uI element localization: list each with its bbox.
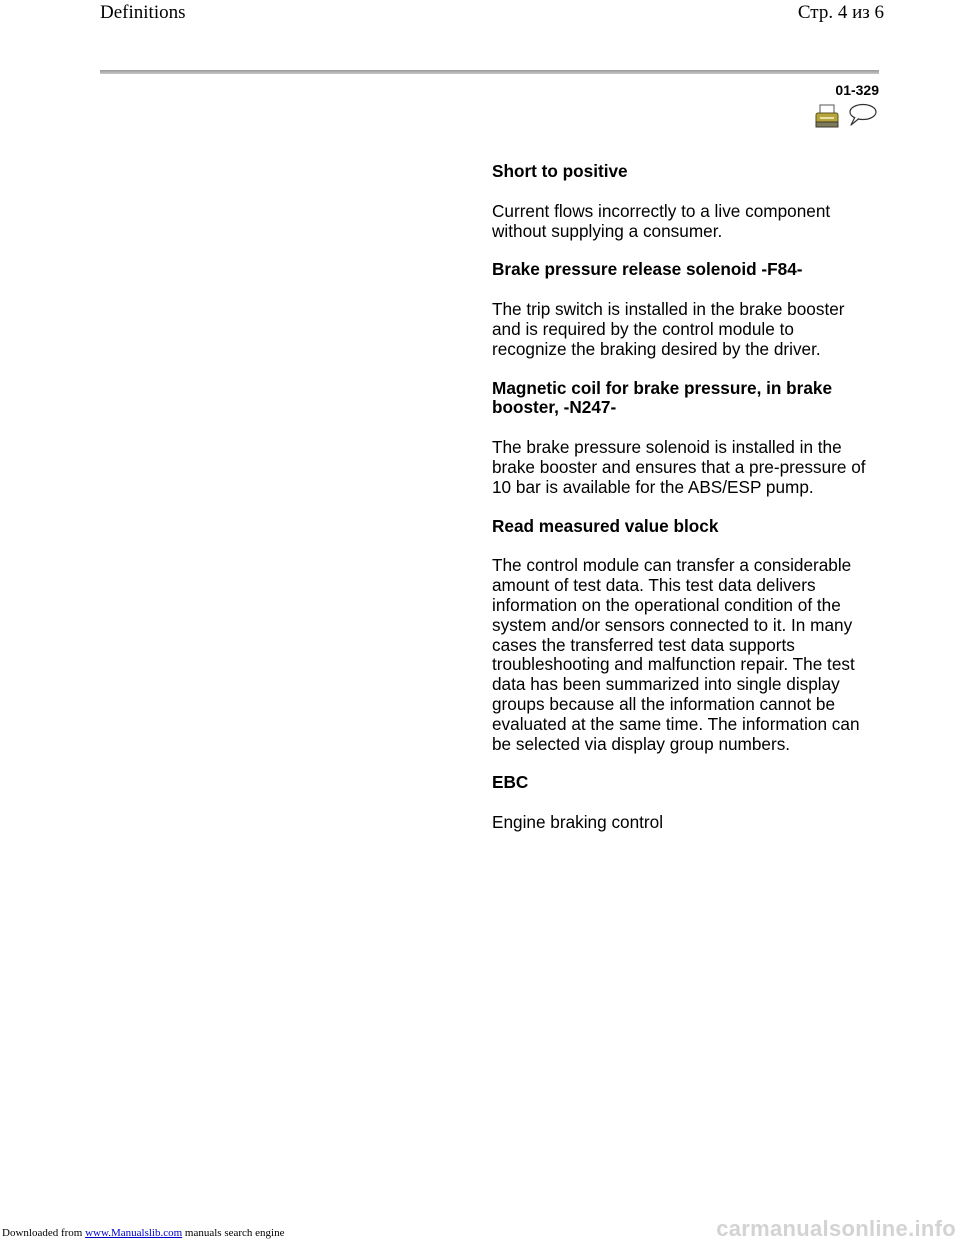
toolbar-icons <box>814 103 880 131</box>
definition-text: Engine braking control <box>492 812 664 833</box>
definition-text: The control module can transfer a considerable amount of test data. This test data delivers information on the operational condition of the system and/or sensors connected to it. In many cases the transferred test data supports troubleshooting and malfunction repair. The test data has been summarized into single display groups because all the information cannot be evaluated at the same time. The information can be selected via display group numbers. <box>492 555 860 754</box>
page-code: 01-329 <box>835 82 879 98</box>
download-footer <box>2 1227 284 1239</box>
definition-heading: EBC <box>492 772 529 793</box>
title-bar <box>0 0 960 26</box>
definitions-content <box>492 162 872 833</box>
footer-prefix: Downloaded from <box>2 1227 86 1239</box>
watermark: carmanualsonline.info <box>716 1216 956 1241</box>
speech-balloon-icon[interactable] <box>846 103 878 127</box>
document-title: Definitions <box>100 2 186 23</box>
definition-heading: Read measured value block <box>492 515 719 536</box>
definition-text: The trip switch is installed in the brake booster and is required by the control module to recognize the braking desired by the driver. <box>492 299 845 359</box>
manualslib-link[interactable]: www.Manualslib.com <box>85 1227 183 1239</box>
definition-text: The brake pressure solenoid is installed in the brake booster and ensures that a pre-pressure of 10 bar is available for the ABS/ESP pump. <box>492 437 866 497</box>
definition-heading: Brake pressure release solenoid -F84- <box>492 259 803 280</box>
printer-icon[interactable] <box>814 103 840 129</box>
definition-heading: Magnetic coil for brake pressure, in brake booster, -N247- <box>492 377 833 418</box>
page-indicator: Стр. 4 из 6 <box>797 2 884 23</box>
definition-heading: Short to positive <box>492 161 628 181</box>
definition-text: Current flows incorrectly to a live component without supplying a consumer. <box>492 200 831 241</box>
header-divider <box>100 70 879 74</box>
footer-suffix: manuals search engine <box>182 1227 285 1239</box>
